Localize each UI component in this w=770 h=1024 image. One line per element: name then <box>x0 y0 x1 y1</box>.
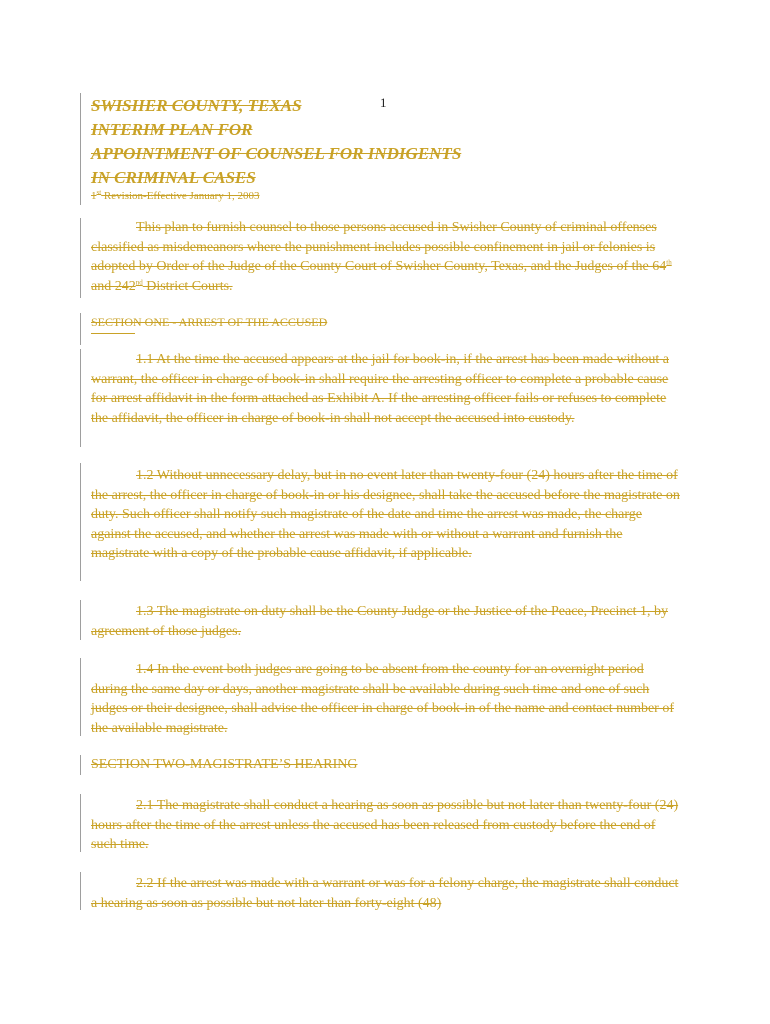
section-1-3: 1.3 The magistrate on duty shall be the County Judge or the Justice of the Peace, Precinct 1, by agreement of those judges. <box>91 604 669 639</box>
section-2-1: 2.1 The magistrate shall conduct a hearing as soon as possible but not later than twenty-four (24) hours after the time of the arrest unless the accused has been released from custody before the end of such time. <box>91 798 679 852</box>
change-bar <box>80 313 81 345</box>
title-line-2: INTERIM PLAN FOR <box>91 120 253 139</box>
section-2-2: 2.2 If the arrest was made with a warrant or was for a felony charge, the magistrate shall conduct a hearing as soon as possible but not later than forty-eight (48) <box>91 876 679 911</box>
title-line-4: IN CRIMINAL CASES <box>91 168 256 187</box>
section-one-heading: SECTION ONE - ARREST OF THE ACCUSED <box>91 315 328 329</box>
change-bar <box>80 872 81 910</box>
section-1-1: 1.1 At the time the accused appears at the jail for book-in, if the arrest has been made without a warrant, the officer in charge of book-in shall require the arresting officer to complete a probable cause for arrest affidavit in the form attached as Exhibit A. If the arresting officer fails or refuses to complete the affidavit, the officer in charge of book-in shall not accept the accused into custody. <box>91 352 669 426</box>
change-bar <box>80 600 81 640</box>
section-1-2: 1.2 Without unnecessary delay, but in no event later than twenty-four (24) hours after the time of the arrest, the officer in charge of book-in or his designee, shall take the accused before the magistrate on duty. Such officer shall notify such magistrate of the date and time the arrest was made, the charge against the accused, and whether the arrest was made with or without a warrant and furnish the magistrate with a copy of the probable cause affidavit, if applicable. <box>91 468 680 561</box>
change-bar <box>80 755 81 775</box>
revision-line: 1st Revision-Effective January 1, 2003 <box>91 188 260 202</box>
section-two-heading: SECTION TWO-MAGISTRATE’S HEARING <box>91 757 358 772</box>
change-bar <box>80 658 81 736</box>
change-bar <box>80 463 81 581</box>
intro-paragraph: This plan to furnish counsel to those persons accused in Swisher County of criminal offenses classified as misdemeanors where the punishment includes possible confinement in jail or felonies is adopted by Order of the Judge of the County Court of Swisher County, Texas, and the Judges of the 64th and 242nd District Courts. <box>91 220 672 294</box>
change-bar <box>80 93 81 205</box>
title-line-1: SWISHER COUNTY, TEXAS <box>91 96 302 115</box>
deleted-line-stub <box>91 333 135 334</box>
title-line-3: APPOINTMENT OF COUNSEL FOR INDIGENTS <box>91 144 462 163</box>
change-bar <box>80 349 81 447</box>
page-number: 1 <box>380 95 387 110</box>
change-bar <box>80 218 81 298</box>
section-1-4: 1.4 In the event both judges are going to be absent from the county for an overnight period during the same day or days, another magistrate shall be available during such time and one of such judges or their designee, shall advise the officer in charge of book-in of the name and contact number of the available magistrate. <box>91 662 675 736</box>
change-bar <box>80 794 81 852</box>
